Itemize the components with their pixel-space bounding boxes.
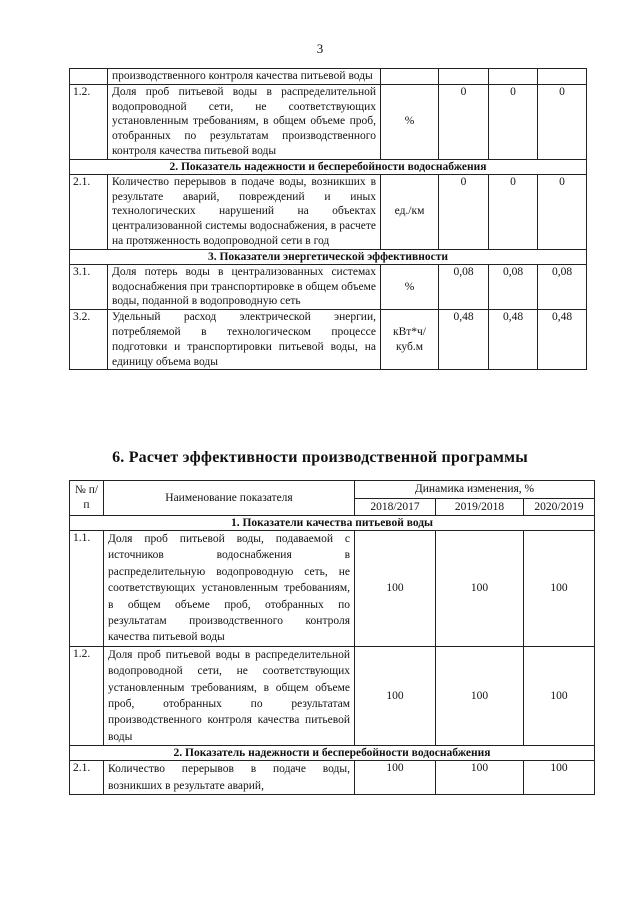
table-row: [70, 646, 595, 745]
indicator-name: Доля проб питьевой воды, подаваемой с источников водоснабжения в распределительную водопроводную сеть, не соответствующих установленным требованиям, в общем объеме проб, отобранных по результатам производственного контроля качества питьевой воды: [104, 531, 355, 647]
table-row: [70, 264, 587, 309]
indicator-value: 0: [489, 174, 538, 249]
row-number: 1.2.: [70, 84, 108, 159]
unit-of-measure: [381, 69, 439, 85]
indicator-value: 0,48: [538, 310, 587, 370]
indicator-value: 0: [439, 174, 489, 249]
table-row: [70, 84, 587, 159]
indicator-name: Доля проб питьевой воды в распределительной водопроводной сети, не соответствующих установленным требованиям, в общем объеме проб, отобранных по результатам производственного контроля качества питьевой воды: [108, 84, 381, 159]
section-row: [70, 746, 595, 761]
unit-of-measure: ед./км: [381, 174, 439, 249]
row-number: [70, 69, 108, 85]
dynamics-value: 100: [524, 531, 595, 647]
efficiency-table: [69, 480, 595, 795]
section-heading: 1. Показатели качества питьевой воды: [70, 516, 595, 531]
table-row: [70, 174, 587, 249]
row-number: 1.2.: [70, 646, 104, 745]
page-number: 3: [316, 41, 324, 56]
unit-of-measure: кВт*ч/куб.м: [381, 310, 439, 370]
header-name: Наименование показателя: [104, 481, 355, 516]
dynamics-value: 100: [524, 761, 595, 795]
dynamics-value: 100: [436, 531, 524, 647]
header-period: 2018/2017: [355, 499, 436, 516]
section-heading: 3. Показатели энергетической эффективности: [70, 249, 587, 264]
indicator-name: Количество перерывов в подаче воды, возникших в результате аварий,: [104, 761, 355, 795]
section-heading: 2. Показатель надежности и бесперебойности водоснабжения: [70, 159, 587, 174]
indicator-value: 0,48: [489, 310, 538, 370]
row-number: 2.1.: [70, 761, 104, 795]
indicator-name: Удельный расход электрической энергии, потребляемой в технологическом процессе подготовки и транспортировки питьевой воды, на единицу объема воды: [108, 310, 381, 370]
dynamics-value: 100: [355, 531, 436, 647]
section-row: [70, 249, 587, 264]
indicator-value: [489, 69, 538, 85]
indicator-value: 0: [538, 84, 587, 159]
table-row: [70, 310, 587, 370]
indicator-name: Доля проб питьевой воды в распределительной водопроводной сети, не соответствующих установленным требованиям, в общем объеме проб, отобранных по результатам производственного контроля качества питьевой воды: [104, 646, 355, 745]
dynamics-value: 100: [355, 646, 436, 745]
indicator-value: 0: [439, 84, 489, 159]
table-row: [70, 69, 587, 85]
unit-of-measure: %: [381, 84, 439, 159]
indicator-value: 0,08: [489, 264, 538, 309]
header-dynamics: Динамика изменения, %: [355, 481, 595, 499]
row-number: 3.1.: [70, 264, 108, 309]
indicator-name: производственного контроля качества питьевой воды: [108, 69, 381, 85]
section-heading: 2. Показатель надежности и бесперебойности водоснабжения: [70, 746, 595, 761]
indicator-value: [538, 69, 587, 85]
indicator-value: 0: [538, 174, 587, 249]
unit-of-measure: %: [381, 264, 439, 309]
table-row: [70, 761, 595, 795]
dynamics-value: 100: [355, 761, 436, 795]
dynamics-value: 100: [436, 761, 524, 795]
indicator-value: 0,08: [439, 264, 489, 309]
section-6-title: 6. Расчет эффективности производственной программы: [112, 449, 528, 466]
row-number: 2.1.: [70, 174, 108, 249]
table-row: [70, 531, 595, 647]
indicator-value: 0,08: [538, 264, 587, 309]
row-number: 1.1.: [70, 531, 104, 647]
dynamics-value: 100: [524, 646, 595, 745]
row-number: 3.2.: [70, 310, 108, 370]
header-period: 2019/2018: [436, 499, 524, 516]
indicator-name: Количество перерывов в подаче воды, возникших в результате аварий, повреждений и иных технологических нарушений на объектах централизованной системы водоснабжения, в расчете на протяженность водопроводной сети в год: [108, 174, 381, 249]
header-period: 2020/2019: [524, 499, 595, 516]
indicator-name: Доля потерь воды в централизованных системах водоснабжения при транспортировке в общем объеме воды, поданной в водопроводную сеть: [108, 264, 381, 309]
dynamics-value: 100: [436, 646, 524, 745]
indicators-table: [69, 68, 587, 370]
indicator-value: [439, 69, 489, 85]
header-num: № п/п: [70, 481, 104, 516]
indicator-value: 0: [489, 84, 538, 159]
indicator-value: 0,48: [439, 310, 489, 370]
section-row: [70, 516, 595, 531]
section-row: [70, 159, 587, 174]
